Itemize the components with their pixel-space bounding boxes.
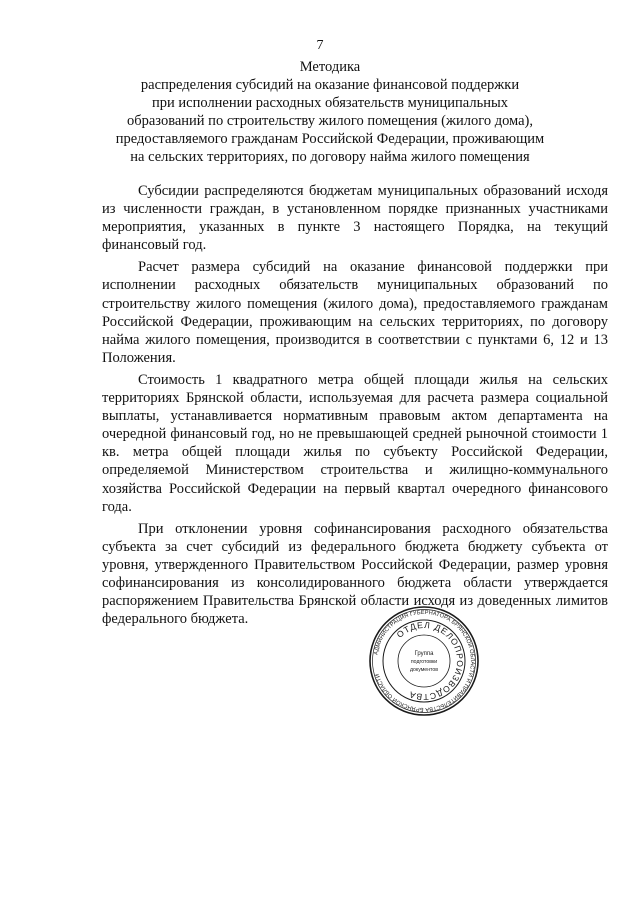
document-heading [100,58,560,166]
heading-line: образований по строительству жилого помещения (жилого дома), [126,113,534,129]
document-body [102,182,608,632]
stamp-outer-text: АДМИНИСТРАЦИЯ ГУБЕРНАТОРА БРЯНСКОЙ ОБЛАСТИ И ПРАВИТЕЛЬСТВА БРЯНСКОЙ ОБЛАСТИ [373,609,476,713]
heading-title: Методика [299,59,361,75]
heading-line: распределения субсидий на оказание финансовой поддержки [140,77,520,93]
official-stamp [368,605,480,717]
paragraph: Расчет размера субсидий на оказание финансовой поддержки при исполнении расходных обязательств муниципальных образований по строительству жилого помещения (жилого дома), предоставляемого гражданам Российской Федерации, проживающим на сельских территориях, по договору найма жилого помещения, производится в соответствии с пунктами 6, 12 и 13 Положения. [102,259,608,366]
heading-line: при исполнении расходных обязательств муниципальных [152,95,508,111]
heading-line: предоставляемого гражданам Российской Федерации, проживающим [115,131,545,147]
stamp-center-line: Группа [414,651,434,657]
paragraph: Субсидии распределяются бюджетам муниципальных образований исходя из численности граждан, в установленном порядке признанных участниками мероприятия, указанных в пункте 3 настоящего Порядка, на текущий финансовый год. [102,183,608,254]
heading-line: на сельских территориях, по договору найма жилого помещения [130,149,530,165]
page-number: 7 [316,38,324,53]
stamp-center-line: документов [409,667,439,673]
paragraph: При отклонении уровня софинансирования расходного обязательства субъекта за счет субсидий из федерального бюджета бюджету субъекта от уровня, утвержденного Правительством Российской Федерации, размер уровня софинансирования из консолидированного бюджета области утверждается распоряжением Правительства Брянской области исходя из доведенных лимитов федерального бюджета. [102,520,608,628]
stamp-ring-text: ОТДЕЛ ДЕЛОПРОИЗВОДСТВА [394,619,466,703]
paragraph: Стоимость 1 квадратного метра общей площади жилья на сельских территориях Брянской области, используемая для расчета размера социальной выплаты, устанавливается нормативным правовым актом департамента на очередной финансовый год, но не превышающей средней рыночной стоимости 1 кв. метра общей площади жилья по субъекту Российской Федерации, определяемой Министерством строительства и жилищно-коммунального хозяйства Российской Федерации на первый квартал очередного финансового года. [102,371,608,515]
stamp-center-line: подготовки [410,659,438,665]
stamp-seal-icon [368,605,480,717]
